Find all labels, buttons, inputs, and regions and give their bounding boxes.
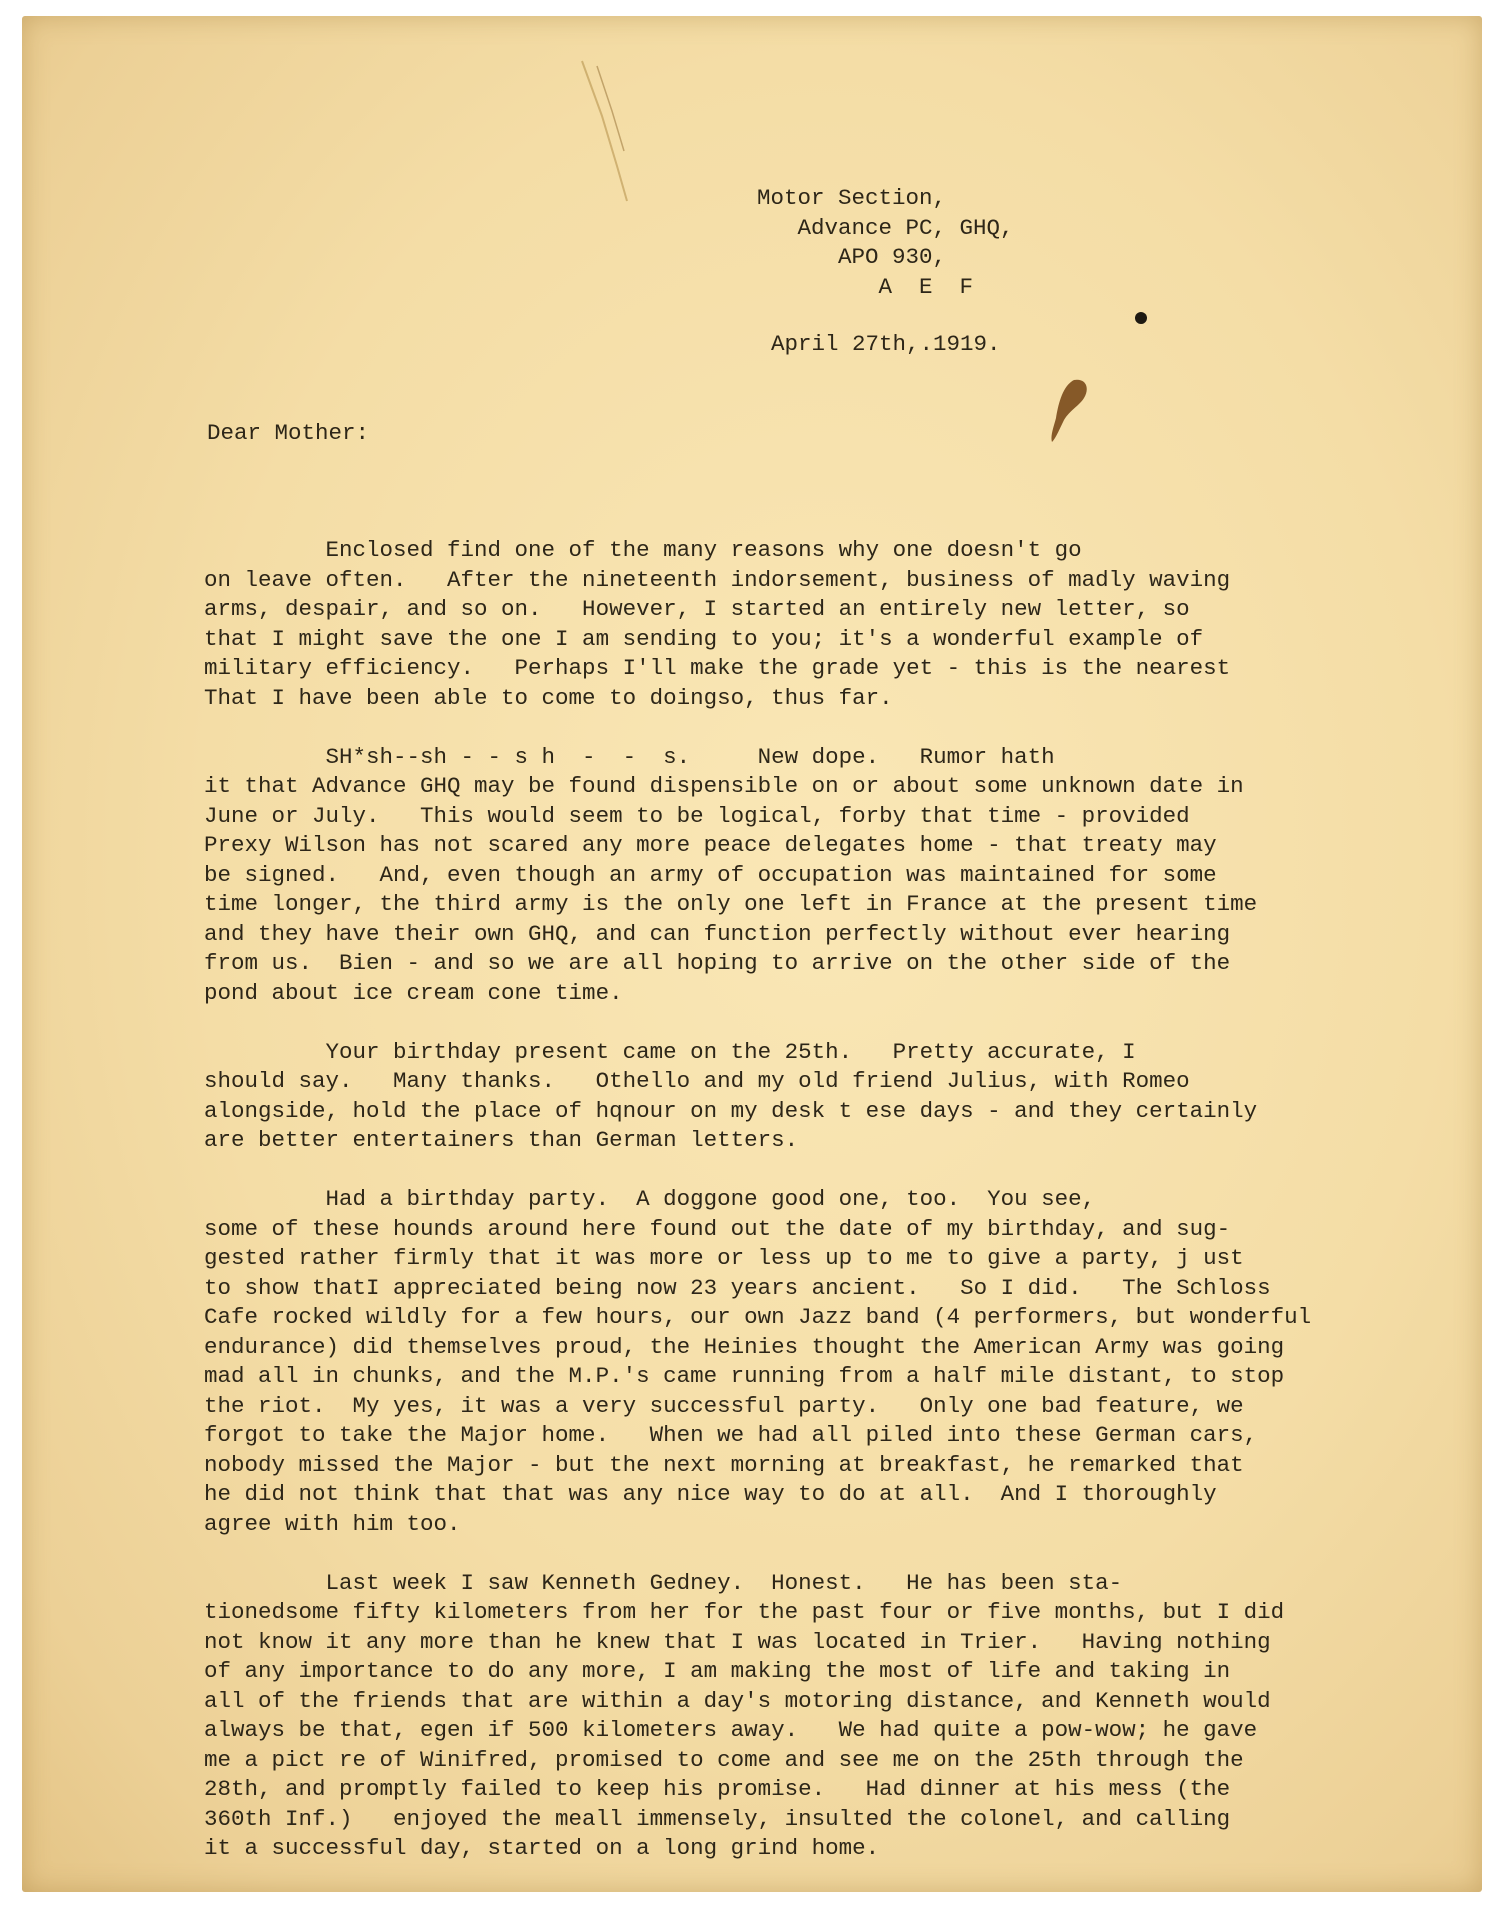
body-line: on leave often. After the nineteenth indorsement, business of madly waving bbox=[204, 566, 1231, 593]
letter-date: April 27th,.1919. bbox=[771, 331, 1001, 357]
body-line bbox=[204, 713, 1311, 743]
body-line: from us. Bien - and so we are all hoping to arrive on the other side of the bbox=[204, 950, 1231, 976]
body-line: Enclosed find one of the many reasons why one doesn't go bbox=[204, 537, 1082, 563]
sender-address bbox=[757, 184, 1014, 302]
body-line: be signed. And, even though an army of occupation was maintained for some bbox=[204, 861, 1217, 888]
body-line: some of these hounds around here found out the date of my birthday, and sug- bbox=[204, 1215, 1231, 1242]
body-line bbox=[204, 1539, 1311, 1569]
body-line: gested rather firmly that it was more or less up to me to give a party, j ust bbox=[204, 1245, 1244, 1271]
address-line: Motor Section, bbox=[757, 185, 947, 211]
body-line: always be that, egen if 500 kilometers away. We had quite a pow-wow; he gave bbox=[204, 1717, 1258, 1743]
body-line: and they have their own GHQ, and can function perfectly without ever hearing bbox=[204, 920, 1231, 947]
body-line: Prexy Wilson has not scared any more peace delegates home - that treaty may bbox=[204, 832, 1217, 858]
body-line: should say. Many thanks. Othello and my old friend Julius, with Romeo bbox=[204, 1068, 1190, 1094]
body-line: tionedsome fifty kilometers from her for the past four or five months, but I did bbox=[204, 1599, 1285, 1625]
ink-stain bbox=[1034, 376, 1104, 446]
body-line: endurance) did themselves proud, the Heinies thought the American Army was going bbox=[204, 1333, 1285, 1360]
body-line: he did not think that that was any nice way to do at all. And I thoroughly bbox=[204, 1481, 1217, 1507]
body-line: pond about ice cream cone time. bbox=[204, 979, 623, 1006]
letter-body bbox=[204, 536, 1311, 1864]
body-line: military efficiency. Perhaps I'll make the grade yet - this is the nearest bbox=[204, 655, 1231, 681]
body-line: it a successful day, started on a long grind home. bbox=[204, 1835, 880, 1861]
body-line: that I might save the one I am sending to you; it's a wonderful example of bbox=[204, 625, 1204, 652]
body-line: of any importance to do any more, I am making the most of life and taking in bbox=[204, 1658, 1231, 1684]
body-line: are better entertainers than German letters. bbox=[204, 1127, 799, 1153]
body-line: Last week I saw Kenneth Gedney. Honest. He has been sta- bbox=[204, 1569, 1123, 1596]
address-line: A E F bbox=[757, 273, 974, 300]
body-line: time longer, the third army is the only one left in France at the present time bbox=[204, 891, 1258, 917]
address-line: APO 930, bbox=[757, 244, 947, 270]
ink-dot bbox=[1135, 312, 1147, 324]
body-line: mad all in chunks, and the M.P.'s came running from a half mile distant, to stop bbox=[204, 1363, 1285, 1389]
body-line: nobody missed the Major - but the next morning at breakfast, he remarked that bbox=[204, 1451, 1244, 1478]
body-line: June or July. This would seem to be logical, forby that time - provided bbox=[204, 802, 1190, 829]
body-line: Your birthday present came on the 25th. Pretty accurate, I bbox=[204, 1038, 1136, 1065]
body-line: alongside, hold the place of hqnour on my desk t ese days - and they certainly bbox=[204, 1097, 1258, 1124]
body-line: me a pict re of Winifred, promised to come and see me on the 25th through the bbox=[204, 1746, 1244, 1773]
body-line: agree with him too. bbox=[204, 1510, 461, 1537]
letter-page bbox=[22, 16, 1482, 1892]
paper-crease-mark bbox=[572, 56, 652, 206]
body-line bbox=[204, 1156, 1311, 1186]
body-line: SH*sh--sh - - s h - - s. New dope. Rumor hath bbox=[204, 743, 1055, 770]
address-line: Advance PC, GHQ, bbox=[757, 214, 1014, 241]
body-line: That I have been able to come to doingso, thus far. bbox=[204, 684, 893, 711]
body-line: arms, despair, and so on. However, I started an entirely new letter, so bbox=[204, 596, 1190, 622]
body-line: to show thatI appreciated being now 23 years ancient. So I did. The Schloss bbox=[204, 1274, 1271, 1301]
body-line: the riot. My yes, it was a very successful party. Only one bad feature, we bbox=[204, 1392, 1244, 1419]
body-line: all of the friends that are within a day's motoring distance, and Kenneth would bbox=[204, 1687, 1271, 1714]
body-line: it that Advance GHQ may be found dispensible on or about some unknown date in bbox=[204, 773, 1244, 799]
body-line: Had a birthday party. A doggone good one, too. You see, bbox=[204, 1186, 1096, 1212]
body-line: 360th Inf.) enjoyed the meall immensely, insulted the colonel, and calling bbox=[204, 1805, 1231, 1832]
body-line: forgot to take the Major home. When we had all piled into these German cars, bbox=[204, 1422, 1258, 1448]
body-line bbox=[204, 1008, 1311, 1038]
body-line: Cafe rocked wildly for a few hours, our own Jazz band (4 performers, but wonderful bbox=[204, 1304, 1312, 1330]
body-line: not know it any more than he knew that I was located in Trier. Having nothing bbox=[204, 1628, 1271, 1655]
salutation: Dear Mother: bbox=[207, 420, 370, 446]
body-line: 28th, and promptly failed to keep his promise. Had dinner at his mess (the bbox=[204, 1776, 1231, 1802]
